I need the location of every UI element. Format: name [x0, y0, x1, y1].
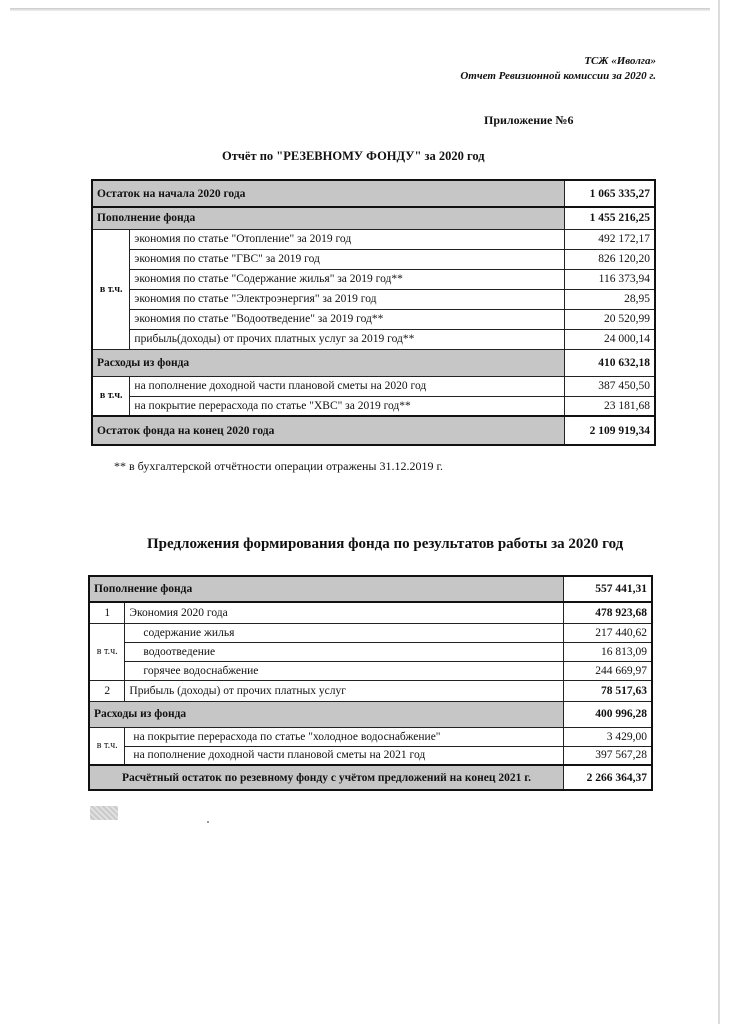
- table-row: [92, 309, 655, 329]
- item-number: 2: [89, 680, 125, 701]
- replenishment-row: [89, 576, 652, 602]
- page-edge-right: [718, 0, 720, 1024]
- replenishment-label: Пополнение фонда: [92, 207, 564, 229]
- item-label: Экономия 2020 года: [125, 602, 564, 623]
- item-label: экономия по статье "Отопление" за 2019 год: [130, 229, 564, 249]
- item-value: 20 520,99: [564, 309, 655, 329]
- item-label: экономия по статье "Содержание жилья" за 2019 год**: [130, 269, 564, 289]
- replenishment-value: 557 441,31: [563, 576, 652, 602]
- expenses-row: [89, 701, 652, 727]
- closing-balance-label: Остаток фонда на конец 2020 года: [92, 416, 564, 445]
- item-value: 24 000,14: [564, 329, 655, 349]
- reserve-fund-report-table: [91, 179, 656, 446]
- table-row: [92, 376, 655, 396]
- table-row: [89, 623, 652, 642]
- incl-label: в т.ч.: [92, 229, 130, 349]
- item-label: экономия по статье "ГВС" за 2019 год: [130, 249, 564, 269]
- sub-item-value: 16 813,09: [563, 642, 652, 661]
- table-row: [92, 396, 655, 416]
- table-row: [89, 680, 652, 701]
- table-row: [92, 289, 655, 309]
- table-row: [89, 727, 652, 746]
- expenses-value: 410 632,18: [564, 349, 655, 376]
- expense-item-value: 23 181,68: [564, 396, 655, 416]
- sub-item-label: водоотведение: [125, 642, 564, 661]
- item-value: 826 120,20: [564, 249, 655, 269]
- expense-item-value: 397 567,28: [563, 746, 652, 765]
- scan-artifact: [90, 806, 118, 820]
- expenses-row: [92, 349, 655, 376]
- item-value: 116 373,94: [564, 269, 655, 289]
- replenishment-row: [92, 207, 655, 229]
- replenishment-value: 1 455 216,25: [564, 207, 655, 229]
- item-label: экономия по статье "Водоотведение" за 2019 год**: [130, 309, 564, 329]
- closing-balance-value: 2 109 919,34: [564, 416, 655, 445]
- table-row: [89, 746, 652, 765]
- table-row: [92, 249, 655, 269]
- expenses-label: Расходы из фонда: [92, 349, 564, 376]
- table-row: [92, 269, 655, 289]
- item-value: 28,95: [564, 289, 655, 309]
- table-row: [89, 642, 652, 661]
- org-name: ТСЖ «Иволга»: [584, 55, 656, 67]
- fund-proposals-table: [88, 575, 653, 791]
- report-name: Отчет Ревизионной комиссии за 2020 г.: [460, 70, 656, 82]
- opening-balance-value: 1 065 335,27: [564, 180, 655, 207]
- expense-incl-label: в т.ч.: [89, 727, 125, 765]
- table-row: [89, 602, 652, 623]
- closing-balance-row: [92, 416, 655, 445]
- expenses-label: Расходы из фонда: [89, 701, 563, 727]
- item-label: экономия по статье "Электроэнергия" за 2019 год: [130, 289, 564, 309]
- page-edge-shadow: [10, 8, 710, 11]
- expense-item-label: на пополнение доходной части плановой сметы на 2021 год: [125, 746, 564, 765]
- estimated-balance-row: [89, 765, 652, 790]
- estimated-balance-label: Расчётный остаток по резевному фонду с учётом предложений на конец 2021 г.: [89, 765, 563, 790]
- footnote: ** в бухгалтерской отчётности операции отражены 31.12.2019 г.: [114, 459, 444, 473]
- report1-title: Отчёт по "РЕЗЕВНОМУ ФОНДУ" за 2020 год: [222, 149, 485, 163]
- document-header: [460, 54, 656, 84]
- expense-item-label: на покрытие перерасхода по статье "холодное водоснабжение": [125, 727, 564, 746]
- report2-title: Предложения формирования фонда по результатов работы за 2020 год: [147, 536, 624, 552]
- item-label: Прибыль (доходы) от прочих платных услуг: [125, 680, 564, 701]
- item-number: 1: [89, 602, 125, 623]
- opening-balance-row: [92, 180, 655, 207]
- replenishment-label: Пополнение фонда: [89, 576, 563, 602]
- item-value: 78 517,63: [563, 680, 652, 701]
- expense-item-label: на покрытие перерасхода по статье "ХВС" за 2019 год**: [130, 396, 564, 416]
- opening-balance-label: Остаток на начала 2020 года: [92, 180, 564, 207]
- table-row: [89, 661, 652, 680]
- sub-item-value: 244 669,97: [563, 661, 652, 680]
- table-row: [92, 229, 655, 249]
- expenses-value: 400 996,28: [563, 701, 652, 727]
- item-value: 492 172,17: [564, 229, 655, 249]
- expense-item-value: 3 429,00: [563, 727, 652, 746]
- sub-item-label: содержание жилья: [125, 623, 564, 642]
- appendix-label: Приложение №6: [484, 113, 574, 127]
- item-value: 478 923,68: [563, 602, 652, 623]
- expense-item-label: на пополнение доходной части плановой сметы на 2020 год: [130, 376, 564, 396]
- estimated-balance-value: 2 266 364,37: [563, 765, 652, 790]
- sub-item-label: горячее водоснабжение: [125, 661, 564, 680]
- sub-item-value: 217 440,62: [563, 623, 652, 642]
- expense-incl-label: в т.ч.: [92, 376, 130, 416]
- incl-label: в т.ч.: [89, 623, 125, 680]
- item-label: прибыль(доходы) от прочих платных услуг за 2019 год**: [130, 329, 564, 349]
- expense-item-value: 387 450,50: [564, 376, 655, 396]
- scan-speck: [207, 821, 209, 823]
- table-row: [92, 329, 655, 349]
